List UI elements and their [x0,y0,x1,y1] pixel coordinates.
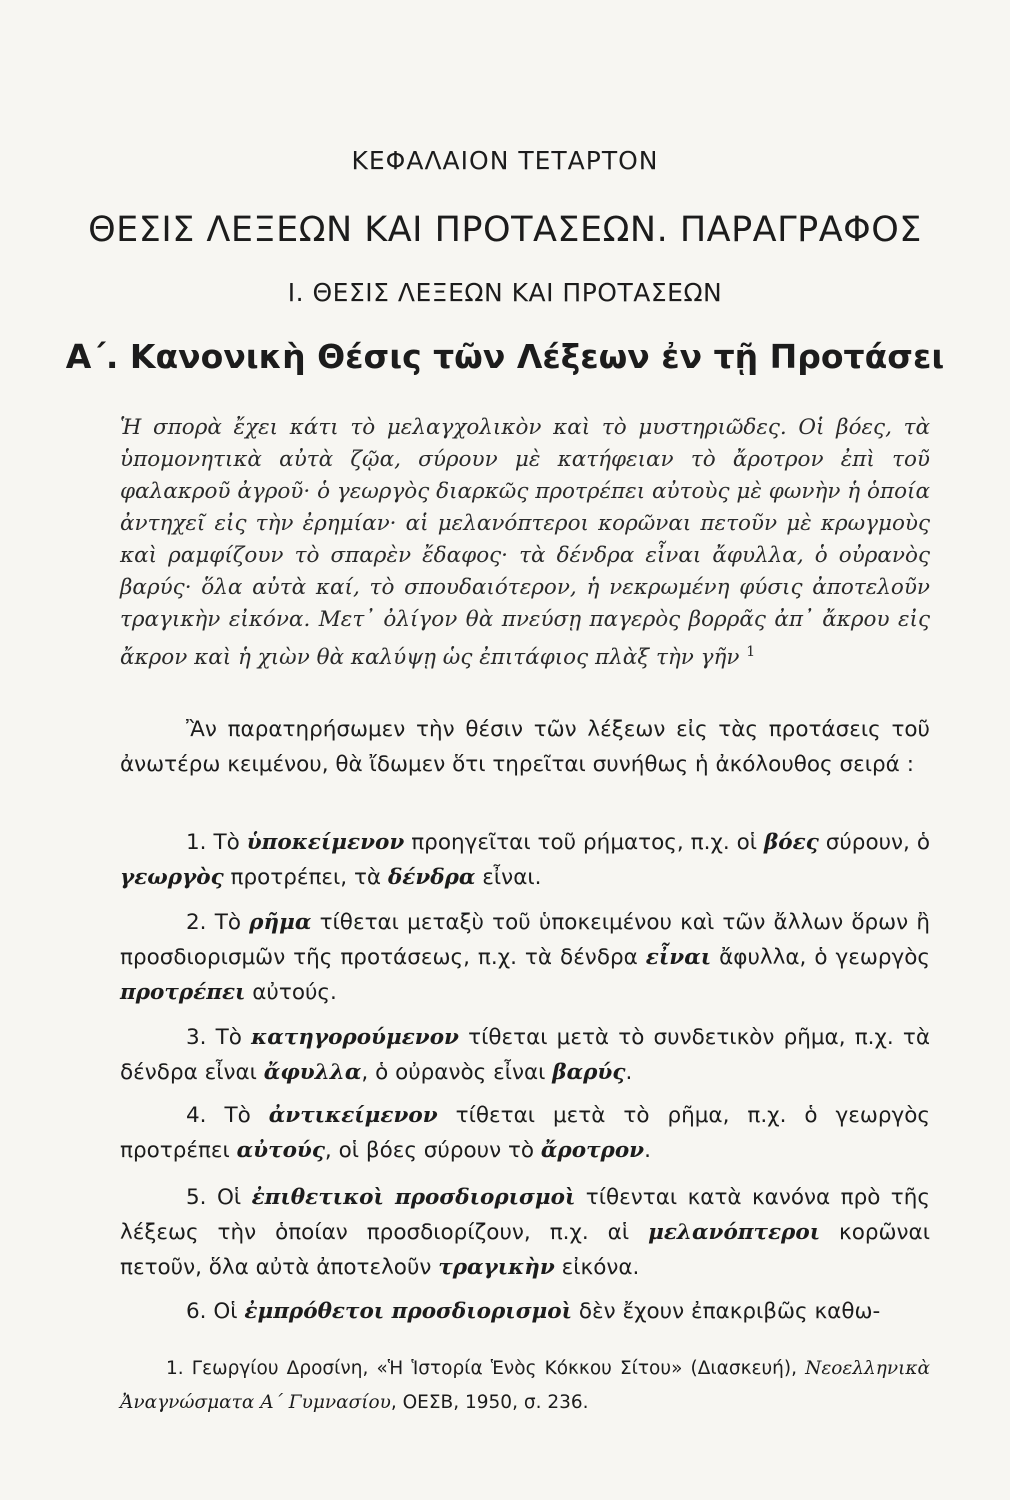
rule-term: αὐτούς [236,1138,325,1163]
rule-text: τίθεται μετὰ τὸ ρῆμα, π.χ. ὁ γεωργὸς προτρέπει [120,1103,930,1163]
rule-term: βόες [764,830,819,855]
section-title: ΘΕΣΙΣ ΛΕΞΕΩΝ ΚΑΙ ΠΡΟΤΑΣΕΩΝ. ΠΑΡΑΓΡΑΦΟΣ [88,210,922,250]
rule-text: εἶναι. [475,865,542,890]
rule-text: τίθεται μεταξὺ τοῦ ὑποκειμένου καὶ τῶν ἄλλων ὅρων ἢ προσδιορισμῶν τῆς προτάσεως, π.χ. τὰ δένδρα [120,910,930,970]
subsection-title: Ι. ΘΕΣΙΣ ΛΕΞΕΩΝ ΚΑΙ ΠΡΟΤΑΣΕΩΝ [287,278,723,307]
rule-text: εἰκόνα. [554,1255,640,1280]
rule-text: αὐτούς. [245,980,337,1005]
rule-term: γεωργὸς [120,865,224,890]
rule-term: ὑποκείμενον [246,830,405,855]
rule-text: , ὁ οὐρανὸς εἶναι [361,1060,553,1085]
rule-term: προτρέπει [120,980,246,1005]
rule-text: 3. Τὸ [186,1025,252,1050]
rule-term: ἀντικείμενον [268,1103,438,1128]
rule-term: τραγικὴν [438,1255,555,1280]
rule-text: προηγεῖται τοῦ ρήματος, π.χ. οἱ [404,830,765,855]
footnote [120,1352,930,1420]
rule-term: δένδρα [387,865,476,890]
rule-text: 4. Τὸ [186,1103,269,1128]
rule-6 [120,1294,930,1329]
quoted-passage [120,412,930,674]
rule-2 [120,905,930,1010]
rule-1 [120,825,930,895]
rule-text: σύρουν, ὁ [818,830,930,855]
rule-text: . [644,1138,651,1163]
rule-term: ἐμπρόθετοι προσδιορισμοὶ [244,1299,573,1324]
rule-term: μελανόπτεροι [648,1220,821,1245]
rule-text: 6. Οἱ [186,1299,245,1324]
footnote-tail: , ΟΕΣΒ, 1950, σ. 236. [390,1392,589,1413]
rule-text: 2. Τὸ [186,910,250,935]
rule-term: ἄροτρον [540,1138,645,1163]
rule-term: κατηγορούμενον [251,1025,459,1050]
rule-text: , οἱ βόες σύρουν τὸ [324,1138,541,1163]
rule-text: 5. Οἱ [186,1185,252,1210]
rule-text: τίθεται μετὰ τὸ συνδετικὸν ρῆμα, π.χ. τὰ δένδρα εἶναι [120,1025,930,1085]
rule-4 [120,1098,930,1168]
rule-3 [120,1020,930,1090]
rule-term: ἐπιθετικοὶ προσδιορισμοὶ [251,1185,576,1210]
rule-text: προτρέπει, τὰ [223,865,388,890]
chapter-title: ΚΕΦΑΛΑΙΟΝ ΤΕΤΑΡΤΟΝ [351,146,659,175]
rule-term: ἄφυλλα [263,1060,362,1085]
rule-term: εἶναι [645,945,712,970]
rule-term: βαρύς [552,1060,626,1085]
rule-text: 1. Τὸ [186,830,247,855]
rule-term: ρῆμα [249,910,312,935]
intro-paragraph: Ἂν παρατηρήσωμεν τὴν θέσιν τῶν λέξεων εἰς τὰς προτάσεις τοῦ ἀνωτέρω κειμένου, θὰ ἴδωμεν ὅτι τηρεῖται συνήθως ἡ ἀκόλουθος σειρά : [120,717,930,777]
footnote-source: Νεοελληνικὰ Ἀναγνώσματα Α΄ Γυμνασίου [120,1358,930,1413]
footnote-reference: 1 [746,644,756,660]
footnote-lead: 1. Γεωργίου Δροσίνη, «Ἡ Ἱστορία Ἑνὸς Κόκκου Σίτου» (Διασκευή), [166,1358,798,1379]
heading: Α΄. Κανονικὴ Θέσις τῶν Λέξεων ἐν τῇ Προτάσει [65,337,945,376]
rule-text: τίθενται κατὰ κανόνα πρὸ τῆς λέξεως τὴν ὁποίαν προσδιορίζουν, π.χ. αἱ [120,1185,930,1245]
rule-text: δὲν ἔχουν ἐπακριβῶς καθω- [572,1299,881,1324]
rule-text: . [625,1060,633,1085]
quote-text: Ἡ σπορὰ ἔχει κάτι τὸ μελαγχολικὸν καὶ τὸ μυστηριῶδες. Οἱ βόες, τὰ ὑπομονητικὰ αὐτὰ ζῷα, σύρουν μὲ κατήφειαν τὸ ἄροτρον ἐπὶ τοῦ φαλακροῦ ἀγροῦ· ὁ γεωργὸς διαρκῶς προτρέπει αὐτοὺς μὲ φωνὴν ἡ ὁποία ἀντηχεῖ εἰς τὴν ἐρημίαν· αἱ μελανόπτεροι κορῶναι πετοῦν μὲ κρωγμοὺς καὶ ραμφίζουν τὸ σπαρὲν ἔδαφος· τὰ δένδρα εἶναι ἄφυλλα, ὁ οὐρανὸς βαρύς· ὅλα αὐτὰ καί, τὸ σπουδαιότερον, ἡ νεκρωμένη φύσις ἀποτελοῦν τραγικὴν εἰκόνα. Μετ᾽ ὀλίγον θὰ πνεύσῃ παγερὸς βορρᾶς ἀπ᾽ ἄκρου εἰς ἄκρον καὶ ἡ χιὼν θὰ καλύψῃ ὡς ἐπιτάφιος πλὰξ τὴν γῆν [120,415,930,671]
rule-text: ἄφυλλα, ὁ γεωργὸς [711,945,930,970]
rule-5 [120,1180,930,1285]
rule-text: κορῶναι πετοῦν, ὅλα αὐτὰ ἀποτελοῦν [120,1220,930,1280]
